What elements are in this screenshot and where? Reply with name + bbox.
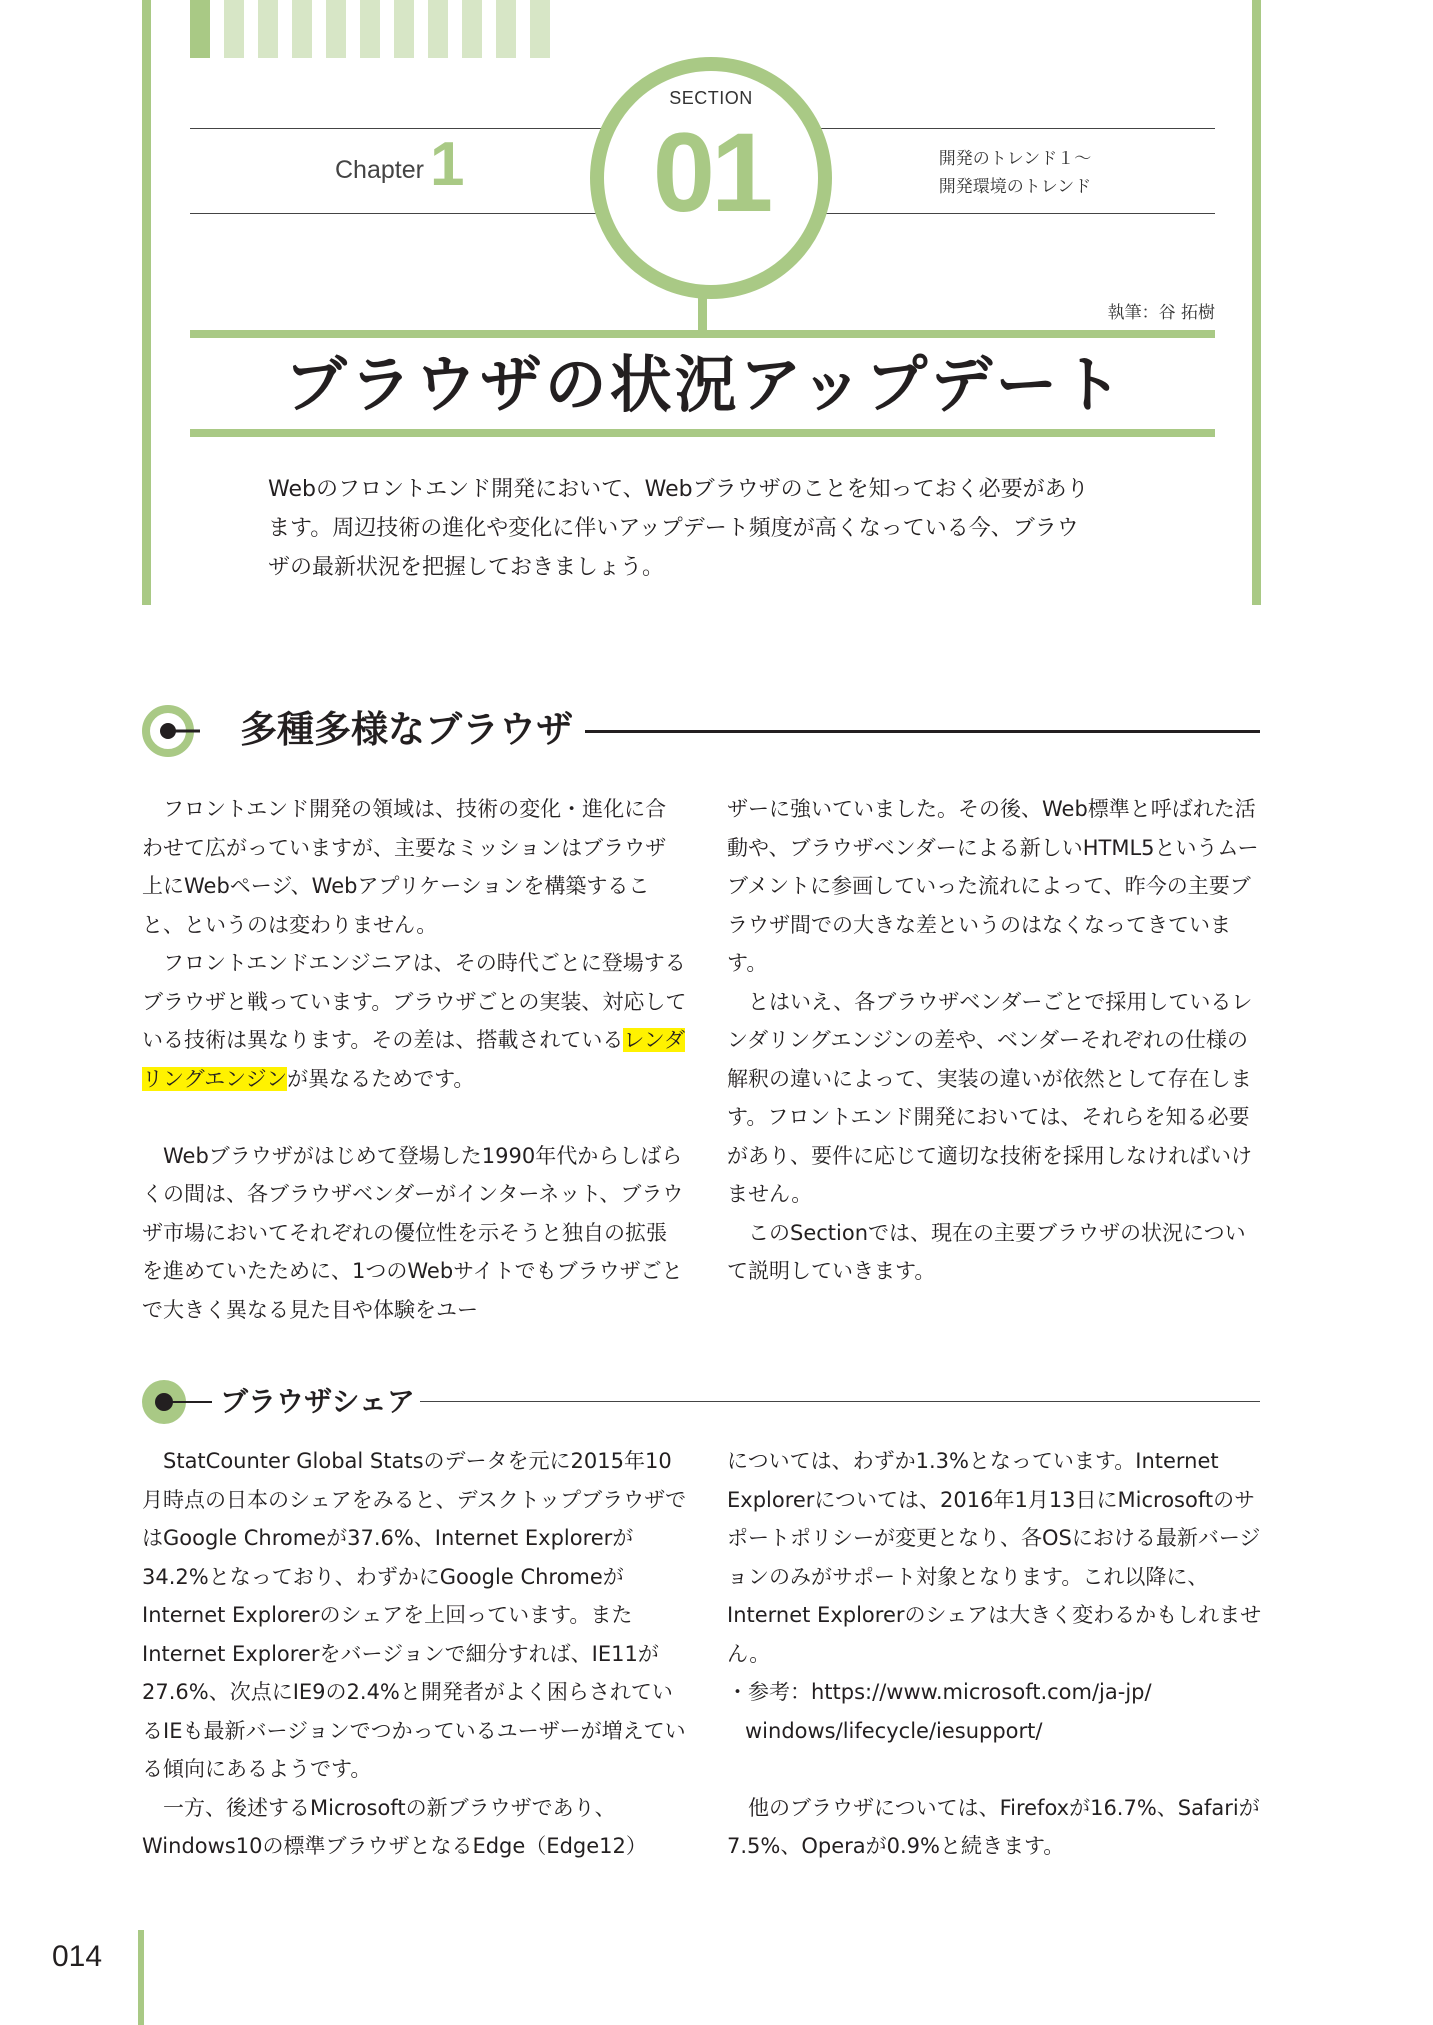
chapter-topic-line: 開発環境のトレンド [938, 177, 1092, 197]
lead-paragraph [268, 470, 1148, 587]
target-bullet-icon [142, 705, 200, 757]
section-label: SECTION [669, 88, 753, 108]
paragraph: ザーに強いていました。その後、Web標準と呼ばれた活動や、ブラウザベンダーによる新しいHTML5というムーブメントに参画していった流れによって、昨今の主要ブラウザ間での大きな差というのはなくなってきています。 [727, 797, 1259, 975]
body-column-left [142, 1442, 687, 1866]
subsection-heading: ブラウザシェア [220, 1385, 415, 1418]
title-bar-bottom [190, 429, 1215, 437]
body-column-right [727, 1442, 1262, 1866]
highlighted-term: レンダリングエンジン [142, 1028, 685, 1091]
page-number: 014 [52, 1940, 103, 1973]
lead-line: ザの最新状況を把握しておきましょう。 [268, 555, 665, 580]
paragraph-text: が異なるためです。 [287, 1066, 475, 1091]
author-credit: 執筆：谷 拓樹 [1107, 303, 1215, 323]
dot-bullet-icon [142, 1380, 212, 1424]
stripe [496, 0, 516, 58]
stripe [258, 0, 278, 58]
section-heading: 多種多様なブラウザ [240, 708, 573, 751]
chapter-number: 1 [430, 130, 465, 199]
paragraph: とはいえ、各ブラウザベンダーごとで採用しているレンダリングエンジンの差や、ベンダーそれぞれの仕様の解釈の違いによって、実装の違いが依然として存在します。フロントエンド開発においては、それらを知る必要があり、要件に応じて適切な技術を採用しなければいけません。 [727, 989, 1253, 1206]
lead-line: Webのフロントエンド開発において、Webブラウザのことを知っておく必要があり [268, 477, 1089, 502]
lead-line: ます。周辺技術の進化や変化に伴いアップデート頻度が高くなっている今、ブラウ [268, 516, 1079, 541]
subheading-rule [420, 1401, 1260, 1402]
chapter-label: Chapter [335, 156, 424, 184]
body-column-right [727, 790, 1262, 1291]
reference-line: ・参考：https://www.microsoft.com/ja-jp/ [727, 1680, 1152, 1704]
stripe [292, 0, 312, 58]
body-column-left [142, 790, 687, 1329]
stripe [462, 0, 482, 58]
paragraph: StatCounter Global Statsのデータを元に2015年10月時点の日本のシェアをみると、デスクトップブラウザではGoogle Chromeが37.6%、Internet Explorerが34.2%となっており、わずかにGoogle ChromeがInternet Explorerのシェアを上回っています。またInternet Explorerをバージョンで細分すれば、IE11が27.6%、次点にIE9の2.4%と開発者がよく困らされているIEも最新バージョンでつかっているユーザーが増えている傾向にあるようです。 [142, 1449, 687, 1781]
stripe [224, 0, 244, 58]
paragraph: このSectionでは、現在の主要ブラウザの状況について説明していきます。 [727, 1220, 1246, 1283]
stripe [530, 0, 550, 58]
stripe [394, 0, 414, 58]
paragraph: フロントエンド開発の領域は、技術の変化・進化に合わせて広がっていますが、主要なミッションはブラウザ上にWebページ、Webアプリケーションを構築すること、というのは変わりません。 [142, 797, 667, 937]
stripe [428, 0, 448, 58]
chapter-topic [900, 145, 1130, 201]
reference-url: windows/lifecycle/iesupport/ [745, 1718, 1043, 1743]
paragraph-text: フロントエンドエンジニアは、その時代ごとに登場するブラウザと戦っています。ブラウザごとの実装、対応している技術は異なります。その差は、搭載されている [142, 951, 687, 1052]
stripe [326, 0, 346, 58]
paragraph: 他のブラウザについては、Firefoxが16.7%、Safariが7.5%、Operaが0.9%と続きます。 [727, 1795, 1260, 1858]
footer-bar [138, 1930, 144, 2025]
stripe [360, 0, 380, 58]
page-title: ブラウザの状況アップデート [284, 348, 1126, 421]
stripe [190, 0, 210, 58]
paragraph: については、わずか1.3%となっています。Internet Explorerについては、2016年1月13日にMicrosoftのサポートポリシーが変更となり、各OSにおける最新バージョンのみがサポート対象となります。これ以降に、Internet Explorerのシェアは大きく変わるかもしれません。 [727, 1449, 1262, 1666]
title-bar-top [190, 330, 1215, 338]
frame-left-bar [142, 0, 151, 605]
frame-right-bar [1252, 0, 1261, 605]
paragraph: Webブラウザがはじめて登場した1990年代からしばらくの間は、各ブラウザベンダーがインターネット、ブラウザ市場においてそれぞれの優位性を示そうと独自の拡張を進めていたために、1つのWebサイトでもブラウザごとで大きく異なる見た目や体験をユー [142, 1143, 684, 1322]
paragraph: 一方、後述するMicrosoftの新ブラウザであり、Windows10の標準ブラウザとなるEdge（Edge12） [142, 1795, 647, 1858]
heading-rule [585, 730, 1260, 733]
chapter-topic-line: 開発のトレンド１～ [938, 149, 1092, 169]
paragraph [142, 944, 687, 1098]
section-number: 01 [652, 110, 770, 235]
